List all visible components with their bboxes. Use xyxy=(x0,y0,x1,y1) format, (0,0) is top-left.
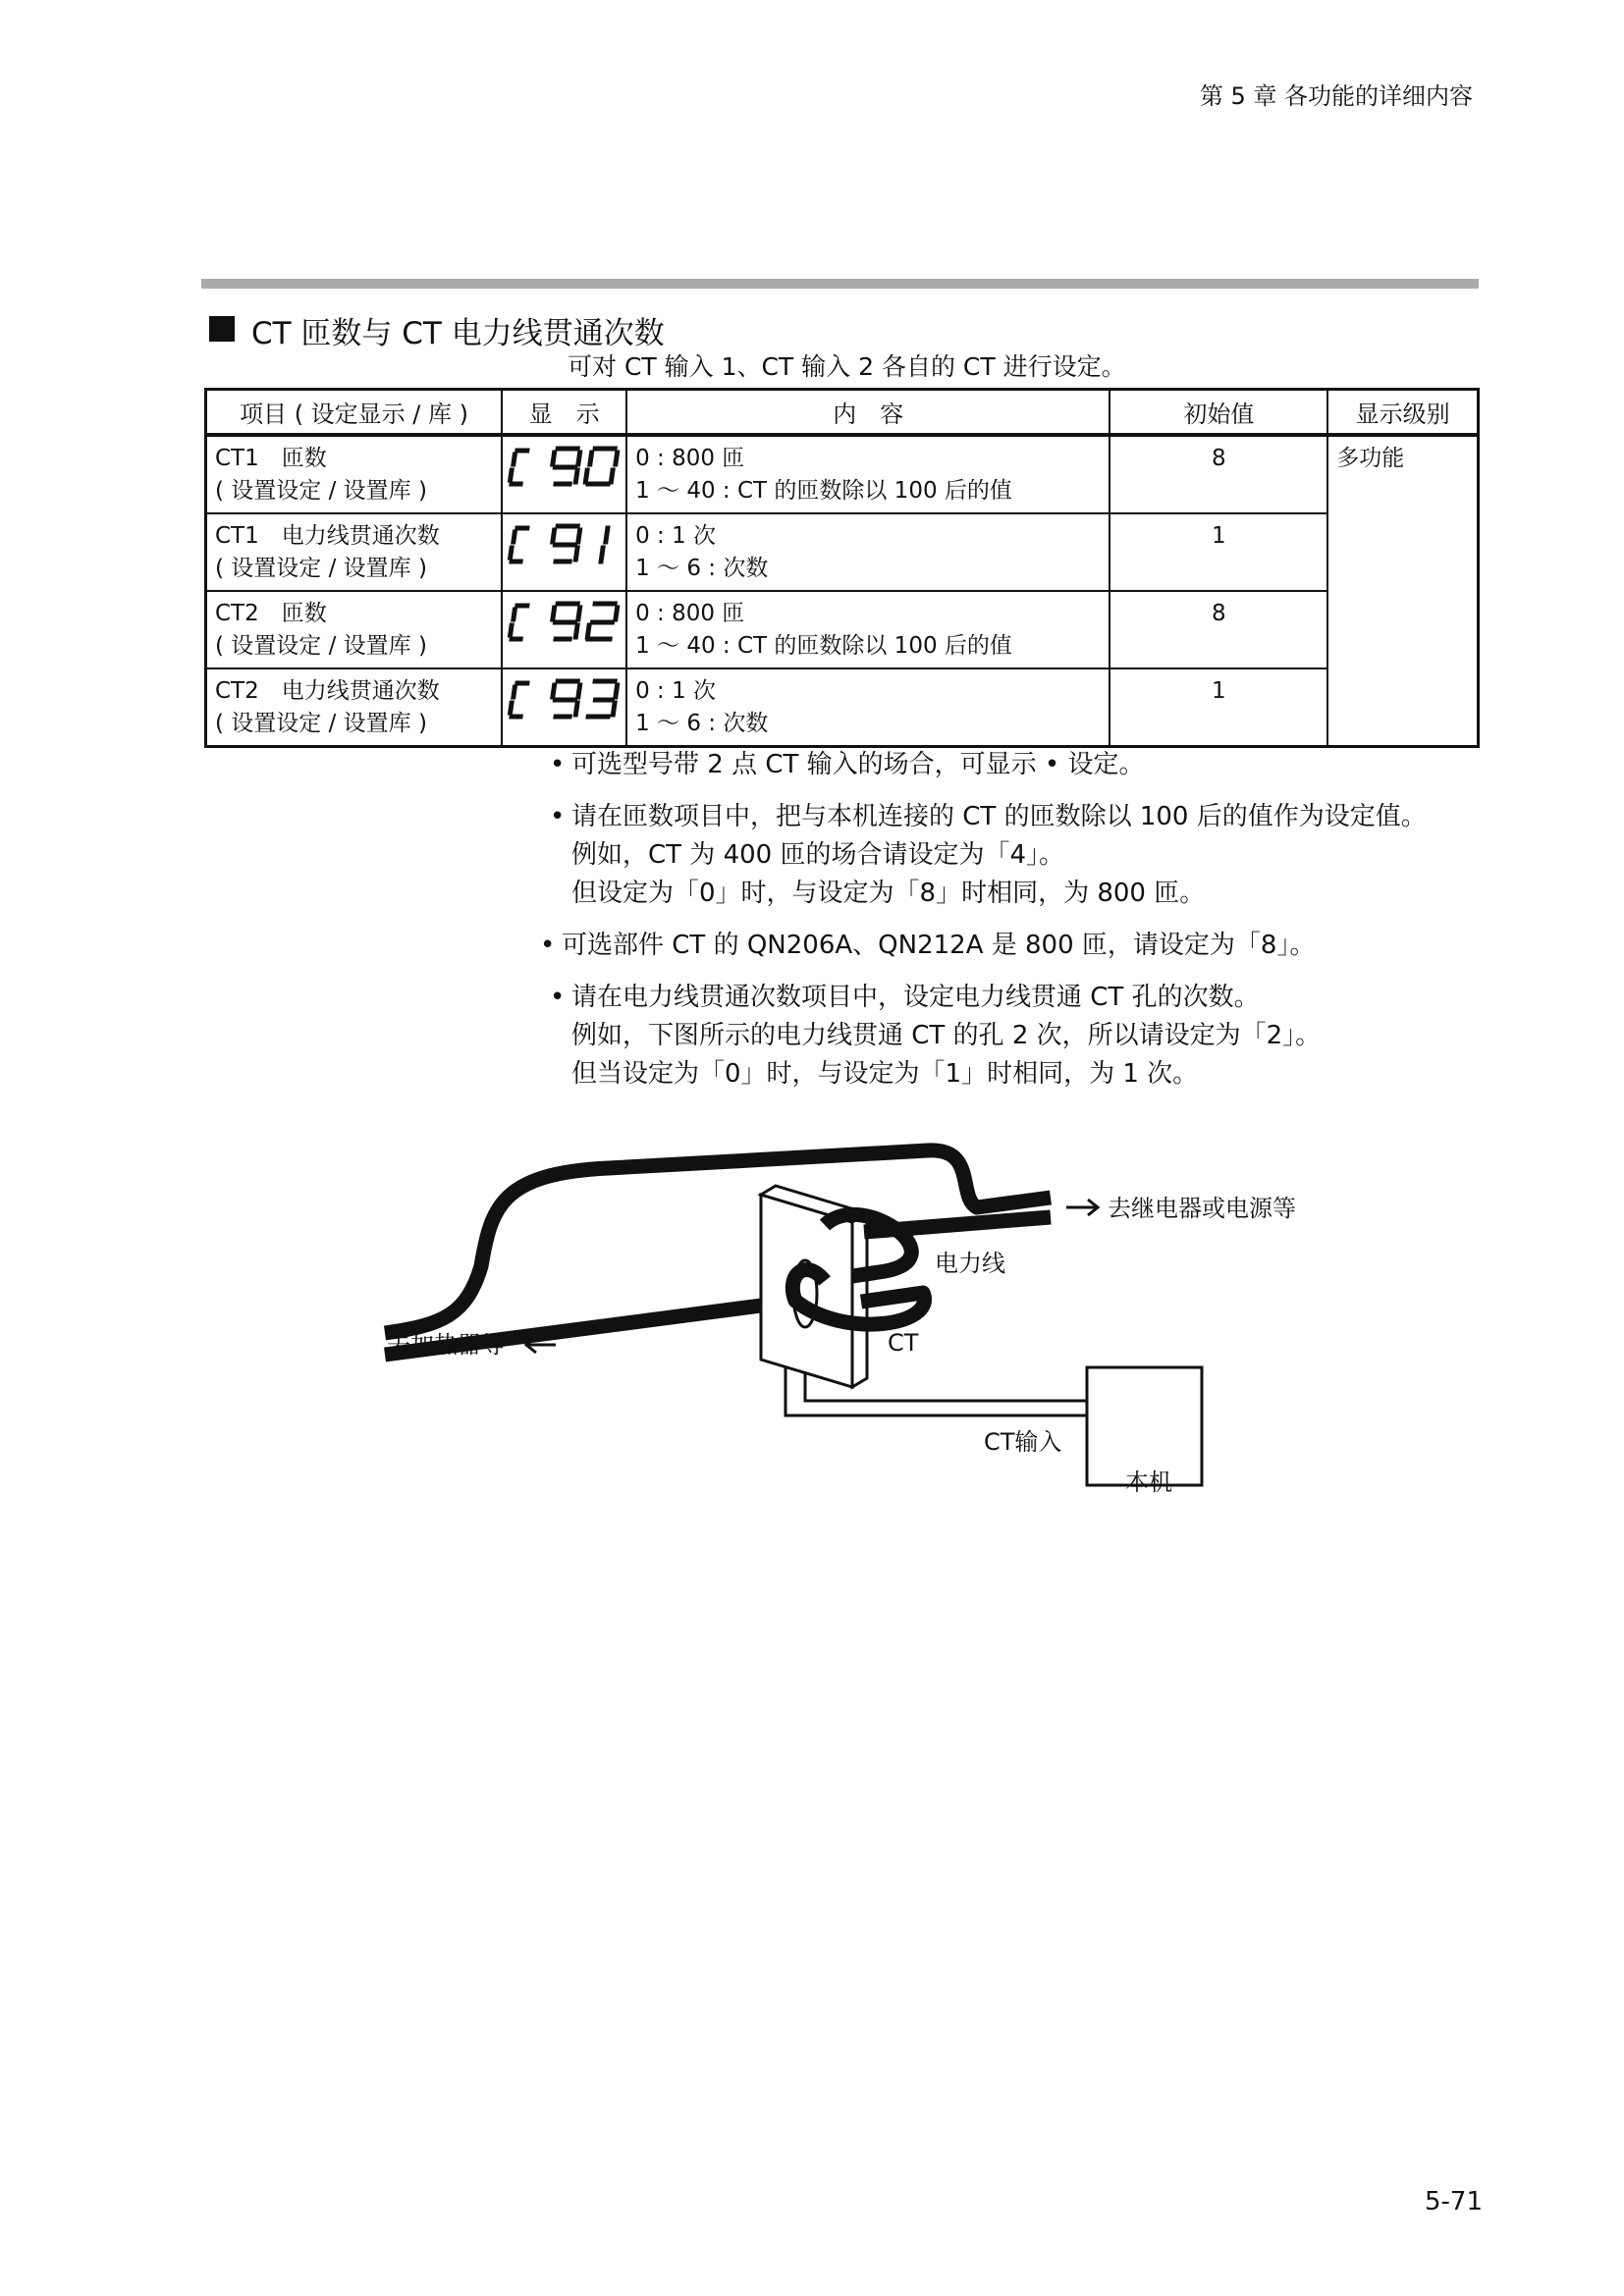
section-title: CT 匝数与 CT 电力线贯通次数 xyxy=(251,316,665,351)
header-initial: 初始值 xyxy=(1110,390,1327,436)
unit-box xyxy=(1087,1367,1202,1485)
label-unit: 本机 xyxy=(1125,1468,1172,1496)
note-item: • 请在匝数项目中，把与本机连接的 CT 的匝数除以 100 后的值作为设定值。 例如，CT 为 400 匝的场合请设定为「4」。 但设定为「0」时，与设定为「8」时相同，为 800 匝。 xyxy=(550,802,1427,908)
label-ct-input: CT输入 xyxy=(984,1428,1062,1456)
header-content: 内 容 xyxy=(626,390,1110,436)
table-row xyxy=(206,513,1479,591)
arrow-to-heater-icon xyxy=(526,1337,556,1353)
heater-label-group xyxy=(383,1325,579,1364)
chapter-header: 第 5 章 各功能的详细内容 xyxy=(1199,82,1473,110)
arrow-right-icon xyxy=(1066,1200,1098,1215)
section-marker-icon xyxy=(209,316,235,342)
item-cell: CT1 匝数 ( 设置设定 / 设置库 ) xyxy=(206,435,503,513)
header-level: 显示级别 xyxy=(1327,390,1478,436)
header-item: 项目 ( 设定显示 / 库 ) xyxy=(206,390,503,436)
segment-display-c93-icon xyxy=(507,675,623,726)
content-cell: 0 : 800 匝 1 ～ 40 : CT 的匝数除以 100 后的值 xyxy=(626,591,1110,668)
section-intro: 可对 CT 输入 1、CT 输入 2 各自的 CT 进行设定。 xyxy=(568,352,1126,381)
content-cell: 0 : 1 次 1 ～ 6 : 次数 xyxy=(626,513,1110,591)
initial-cell: 8 xyxy=(1110,591,1327,668)
svg-text:C 93: C 93 xyxy=(507,675,510,676)
label-to-heater: 去加热器等 xyxy=(387,1331,505,1359)
content-cell: 0 : 1 次 1 ～ 6 : 次数 xyxy=(626,668,1110,747)
content-cell: 0 : 800 匝 1 ～ 40 : CT 的匝数除以 100 后的值 xyxy=(626,435,1110,513)
item-cell: CT2 电力线贯通次数 ( 设置设定 / 设置库 ) xyxy=(206,668,503,747)
segment-display-c91-icon xyxy=(507,520,623,571)
svg-text:C 90: C 90 xyxy=(507,443,510,444)
svg-text:C 92: C 92 xyxy=(507,598,510,599)
display-cell xyxy=(502,591,626,668)
table-row xyxy=(206,668,1479,747)
table-header-row xyxy=(206,390,1479,436)
table-row xyxy=(206,591,1479,668)
notes-list xyxy=(540,746,1492,1107)
display-cell xyxy=(502,668,626,747)
header-display: 显 示 xyxy=(502,390,626,436)
note-item: • 请在电力线贯通次数项目中，设定电力线贯通 CT 孔的次数。 例如，下图所示的电力线贯通 CT 的孔 2 次，所以请设定为「2」。 但当设定为「0」时，与设定为「1」时相同，为 1 次。 xyxy=(550,983,1322,1089)
section-divider xyxy=(201,279,1479,289)
item-cell: CT2 匝数 ( 设置设定 / 设置库 ) xyxy=(206,591,503,668)
label-to-relay: 去继电器或电源等 xyxy=(1108,1195,1296,1222)
level-cell: 多功能 xyxy=(1327,435,1478,747)
note-item: • 可选部件 CT 的 QN206A、QN212A 是 800 匝，请设定为「8」。 xyxy=(540,931,1316,960)
page-number: 5-71 xyxy=(1424,2187,1483,2216)
segment-display-c92-icon xyxy=(507,598,623,649)
svg-text:C 91: C 91 xyxy=(507,520,510,521)
item-cell: CT1 电力线贯通次数 ( 设置设定 / 设置库 ) xyxy=(206,513,503,591)
note-item: • 可选型号带 2 点 CT 输入的场合，可显示 • 设定。 xyxy=(550,750,1145,779)
display-cell xyxy=(502,513,626,591)
initial-cell: 1 xyxy=(1110,668,1327,747)
label-ct: CT xyxy=(888,1329,919,1357)
table-row xyxy=(206,435,1479,513)
segment-display-c90-icon xyxy=(507,443,623,494)
parameter-table xyxy=(204,388,1480,748)
display-cell xyxy=(502,435,626,513)
initial-cell: 8 xyxy=(1110,435,1327,513)
label-power-line: 电力线 xyxy=(935,1250,1005,1277)
initial-cell: 1 xyxy=(1110,513,1327,591)
